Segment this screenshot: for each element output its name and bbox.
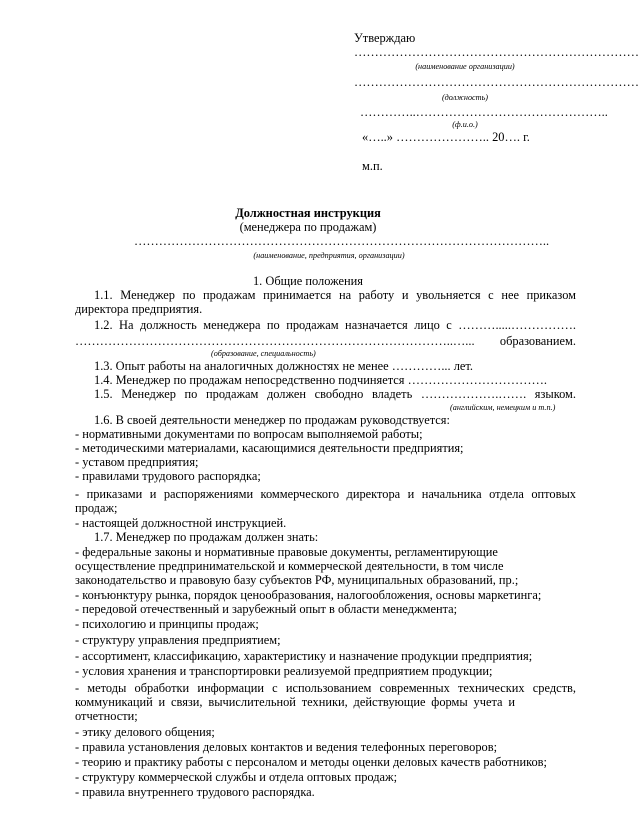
header-organization-line: ……………………………………………………………………………………….. [134,234,550,248]
paragraph-1-1-line-1: 1.1. Менеджер по продажам принимается на работу и увольняется с нее приказом [94,288,576,302]
document-title: Должностная инструкция [235,206,381,220]
approval-position-note: (должность) [441,93,489,102]
list-item-continuation: законодательство и правовую базу субъектов РФ, муниципальных образований, пр.; [75,573,519,587]
approval-date-line: «…..» ………………….. 20…. г. [362,130,530,144]
list-item-continuation: отчетности; [75,709,138,723]
paragraph-1-2-note: (образование, специальность) [211,349,316,358]
list-item: - передовой отечественный и зарубежный опыт в области менеджмента; [75,602,458,616]
approval-position-line: …………………………………………………………… [354,75,639,89]
paragraph-1-3: 1.3. Опыт работы на аналогичных должностях не менее …………... лет. [94,359,473,373]
list-item: - методы обработки информации с использованием современных технических средств, [75,681,576,695]
header-organization-note: (наименование, предприятия, организации) [253,251,405,260]
paragraph-1-2-line-1: 1.2. На должность менеджера по продажам назначается лицо с ……….....……………. [94,318,576,332]
list-item: - конъюнктуру рынка, порядок ценообразования, налогообложения, основы маркетинга; [75,588,542,602]
approval-name-note: (ф.и.о.) [452,120,478,129]
approval-organization-line: …………………………………………………………… [354,45,639,59]
document-subtitle: (менеджера по продажам) [239,220,377,234]
paragraph-1-1-line-2: директора предприятия. [75,302,203,316]
paragraph-1-7: 1.7. Менеджер по продажам должен знать: [94,530,319,544]
paragraph-1-5-note: (английским, немецким и т.п.) [450,403,556,412]
list-item: - настоящей должностной инструкцией. [75,516,287,530]
list-item: - правила внутреннего трудового распорядка. [75,785,315,799]
list-item: - нормативными документами по вопросам выполняемой работы; [75,427,423,441]
list-item: - приказами и распоряжениями коммерческого директора и начальника отдела оптовых [75,487,576,501]
approval-title: Утверждаю [354,31,416,45]
list-item: - правила установления деловых контактов и ведения телефонных переговоров; [75,740,498,754]
paragraph-1-2-line-2: ………………………………………………………………………………..…... образованием. [75,334,576,348]
approval-name-line: …………..……………………………………….. [360,105,608,119]
list-item: - уставом предприятия; [75,455,199,469]
list-item: - структуру управления предприятием; [75,633,281,647]
list-item: - ассортимент, классификацию, характеристику и назначение продукции предприятия; [75,649,533,663]
list-item-continuation: коммуникаций и связи, вычислительной техники, действующие формы учета и [75,695,515,709]
list-item: - структуру коммерческой службы и отдела оптовых продаж; [75,770,398,784]
list-item: - федеральные законы и нормативные правовые документы, регламентирующие [75,545,498,559]
list-item: - этику делового общения; [75,725,215,739]
list-item: - правилами трудового распорядка; [75,469,261,483]
list-item: - психологию и принципы продаж; [75,617,259,631]
stamp-placeholder: м.п. [362,159,383,173]
paragraph-1-6: 1.6. В своей деятельности менеджер по продажам руководствуется: [94,413,450,427]
paragraph-1-4: 1.4. Менеджер по продажам непосредственно подчиняется ……………………………. [94,373,547,387]
list-item-continuation: продаж; [75,501,118,515]
approval-organization-note: (наименование организации) [415,62,515,71]
list-item: - теорию и практику работы с персоналом и методы оценки деловых качеств работников; [75,755,547,769]
list-item-continuation: осуществление предпринимательской и коммерческой деятельности, в том числе [75,559,504,573]
section-title: 1. Общие положения [252,274,363,288]
list-item: - методическими материалами, касающимися деятельности предприятия; [75,441,464,455]
paragraph-1-5: 1.5. Менеджер по продажам должен свободно владеть ……………….……. языком. [94,387,576,401]
list-item: - условия хранения и транспортировки реализуемой предприятием продукции; [75,664,493,678]
